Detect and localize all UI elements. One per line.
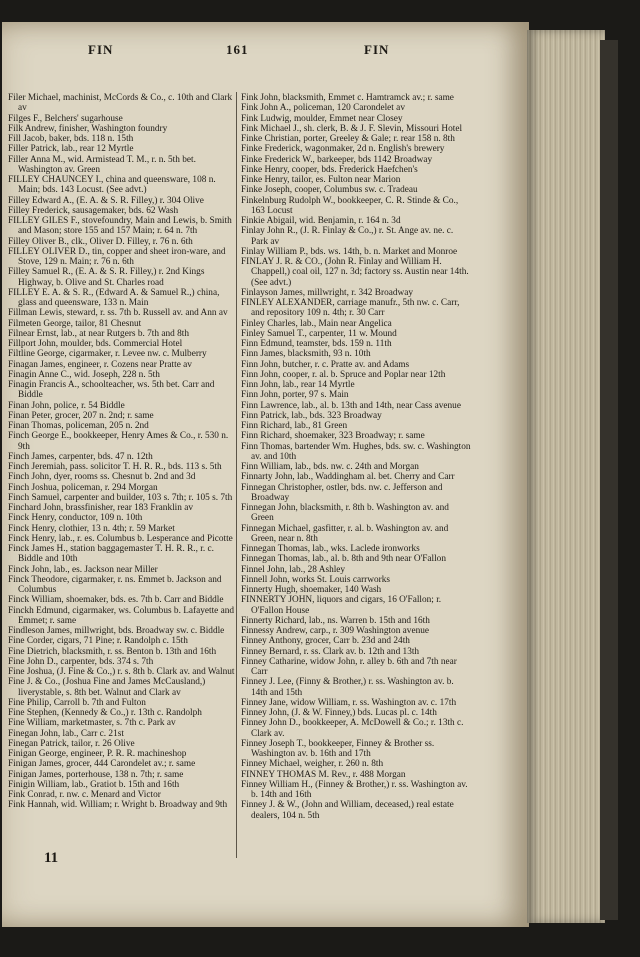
directory-entry: Fillman Lewis, steward, r. ss. 7th b. Russell av. and Ann av	[8, 308, 228, 319]
directory-entry: Finan John, police, r. 54 Biddle	[8, 400, 125, 411]
directory-entry: Finch Joshua, policeman, r. 294 Morgan	[8, 482, 158, 493]
signature-mark: 11	[44, 850, 59, 866]
directory-entry: Finigan George, engineer, P. R. R. machineshop	[8, 749, 187, 759]
directory-entry: Finck William, shoemaker, bds. es. 7th b. Carr and Biddle	[8, 595, 224, 606]
directory-entry: Finney Bernard, r. ss. Clark av. b. 12th and 13th	[241, 646, 420, 657]
directory-entry: Finn Richard, lab., 81 Green	[241, 421, 348, 431]
directory-entry: Fine Corder, cigars, 71 Pine; r. Randolph c. 15th	[8, 636, 188, 647]
directory-entry: Finn John, lab., rear 14 Myrtle	[241, 380, 355, 390]
directory-entry: Finchard John, brassfinisher, rear 183 Franklin av	[8, 503, 194, 513]
directory-entry: Finnegan Christopher, ostler, bds. nw. c. Jefferson and Broadway	[241, 482, 443, 503]
directory-entry: Finney Joseph T., bookkeeper, Finney & Brother ss. Washington av. b. 16th and 17th	[241, 738, 435, 759]
directory-entry: Finigan James, grocer, 444 Carondelet av.; r. same	[8, 759, 196, 770]
directory-entry: Filer Michael, machinist, McCords & Co., c. 10th and Clark av	[8, 93, 233, 114]
directory-entry: Filnear Ernst, lab., at near Rutgers b. 7th and 8th	[8, 328, 189, 339]
directory-entry: Fill Jacob, baker, bds. 118 n. 15th	[8, 134, 134, 144]
directory-entry: Fine William, marketmaster, s. 7th c. Park av	[8, 718, 176, 729]
directory-entry: Finley Samuel T., carpenter, 11 w. Mound	[241, 328, 397, 339]
directory-entry: Finagan James, engineer, r. Cozens near Pratte av	[8, 359, 192, 370]
directory-entry: Finley Charles, lab., Main near Angelica	[241, 318, 392, 329]
directory-entry: Finnerty Richard, lab., ns. Warren b. 15th and 16th	[241, 615, 430, 626]
directory-entry: FILLEY E. A. & S. R., (Edward A. & Samuel R.,) china, glass and queensware, 133 n. Main	[8, 287, 220, 308]
directory-entry: Finney John, (J. & W. Finney,) bds. Lucas pl. c. 14th	[241, 708, 437, 718]
directory-entry: Finck Henry, lab., r. es. Columbus b. Lesperance and Picotte	[8, 533, 233, 544]
directory-entry: Finch Samuel, carpenter and builder, 103 s. 7th; r. 105 s. 7th	[8, 492, 233, 503]
directory-entry: Finan Thomas, policeman, 205 n. 2nd	[8, 421, 149, 431]
directory-entry: FILLEY OLIVER D., tin, copper and sheet iron-ware, and Stove, 129 n. Main; r. 76 n. 6th	[8, 246, 226, 267]
directory-entry: Finney Catharine, widow John, r. alley b. 6th and 7th near Carr	[241, 656, 457, 677]
directory-entry: Filler Patrick, lab., rear 12 Myrtle	[8, 144, 134, 155]
directory-entry: Finney Anthony, grocer, Carr b. 23d and 24th	[241, 636, 410, 647]
directory-entry: Filler Anna M., wid. Armistead T. M., r. n. 5th bet. Washington av. Green	[8, 154, 196, 175]
directory-entry: Fine Stephen, (Kennedy & Co.,) r. 13th c. Randolph	[8, 708, 202, 718]
directory-entry: Filley Frederick, sausagemaker, bds. 62 Wash	[8, 205, 179, 216]
column-divider	[236, 92, 237, 858]
directory-entry: Finck Henry, clothier, 13 n. 4th; r. 59 Market	[8, 523, 175, 534]
directory-entry: Finegan John, lab., Carr c. 21st	[8, 728, 124, 739]
directory-entry: Finch John, dyer, rooms ss. Chesnut b. 2nd and 3d	[8, 472, 196, 483]
directory-entry: Finn Thomas, bartender Wm. Hughes, bds. sw. c. Washington av. and 10th	[241, 441, 471, 462]
directory-entry: Fine Philip, Carroll b. 7th and Fulton	[8, 697, 146, 708]
directory-entry: Finck John, lab., es. Jackson near Miller	[8, 564, 158, 575]
directory-entry: Finn Edmund, teamster, bds. 159 n. 11th	[241, 339, 392, 349]
directory-entry: Finlay John R., (J. R. Finlay & Co.,) r. St. Ange av. ne. c. Park av	[241, 226, 454, 247]
directory-entry: Finnessy Andrew, carp., r. 309 Washington avenue	[241, 626, 429, 636]
directory-entry: Findleson James, millwright, bds. Broadway sw. c. Biddle	[8, 626, 225, 636]
directory-entry: Fine John D., carpenter, bds. 374 s. 7th	[8, 656, 154, 667]
directory-entry: Finkie Abigail, wid. Benjamin, r. 164 n. 3d	[241, 216, 401, 226]
directory-entry: Finke Henry, cooper, bds. Frederick Haefchen's	[241, 164, 418, 175]
running-head-right: FIN	[364, 42, 390, 57]
directory-entry: Finney Michael, weigher, r. 260 n. 8th	[241, 759, 384, 770]
directory-entry: Finlay William P., bds. ws. 14th, b. n. Market and Monroe	[241, 246, 458, 257]
directory-entry: Finch George E., bookkeeper, Henry Ames & Co., r. 530 n. 9th	[8, 431, 229, 452]
directory-entry: Finigin William, lab., Gratiot b. 15th and 16th	[8, 779, 180, 790]
directory-entry: Fink Conrad, r. nw. c. Menard and Victor	[8, 790, 161, 800]
page-number: 161	[226, 42, 249, 57]
directory-entry: Finke Henry, tailor, es. Fulton near Marion	[241, 175, 401, 185]
directory-entry: Finegan Patrick, tailor, r. 26 Olive	[8, 738, 135, 749]
directory-entry: Filley Edward A., (E. A. & S. R. Filley,) r. 304 Olive	[8, 195, 204, 206]
directory-entry: Finn Richard, shoemaker, 323 Broadway; r. same	[241, 431, 425, 442]
directory-entry: Finck James H., station baggagemaster T. H. R. R., r. c. Biddle and 10th	[8, 544, 214, 565]
directory-entry: Finney J. & W., (John and William, deceased,) real estate dealers, 104 n. 5th	[241, 800, 454, 821]
directory-entry: Finlayson James, millwright, r. 342 Broadway	[241, 287, 413, 298]
directory-entry: Finagin Francis A., schoolteacher, ws. 5th bet. Carr and Biddle	[8, 380, 215, 401]
directory-entry: Finkelnburg Rudolph W., bookkeeper, C. R. Stinde & Co., 163 Locust	[241, 195, 459, 216]
directory-entry: Finnegan Thomas, lab., wks. Laclede ironworks	[241, 544, 420, 554]
directory-entry: Finn John, porter, 97 s. Main	[241, 390, 349, 401]
directory-entry: Finn Patrick, lab., bds. 323 Broadway	[241, 410, 382, 421]
directory-entry: Finckh Edmund, cigarmaker, ws. Columbus b. Lafayette and Emmet; r. same	[8, 605, 235, 626]
directory-entry: Finch James, carpenter, bds. 47 n. 12th	[8, 451, 153, 462]
directory-entry: Fink John A., policeman, 120 Carondelet av	[241, 103, 405, 114]
directory-entry: Finke Frederick, wagonmaker, 2d n. English's brewery	[241, 144, 445, 155]
directory-entry: Finnegan Michael, gasfitter, r. al. b. Washington av. and Green, near n. 8th	[241, 523, 449, 544]
directory-entry: Filley Oliver B., clk., Oliver D. Filley, r. 76 n. 6th	[8, 236, 193, 247]
directory-entry: Finnegan Thomas, lab., al. b. 8th and 9th near O'Fallon	[241, 554, 446, 565]
directory-entry: Finney Jane, widow William, r. ss. Washington av. c. 17th	[241, 697, 457, 708]
directory-entry: Filges F., Belchers' sugarhouse	[8, 113, 123, 124]
directory-entry: Finigan James, porterhouse, 138 n. 7th; r. same	[8, 769, 184, 780]
directory-entry: Fine J. & Co., (Joshua Fine and James McCausland,) liverystable, s. 8th bet. Walnut and Clark av	[8, 677, 206, 698]
directory-entry: Finch Jeremiah, pass. solicitor T. H. R. R., bds. 113 s. 5th	[8, 462, 222, 472]
directory-entry: Finck Theodore, cigarmaker, r. ns. Emmet b. Jackson and Columbus	[8, 574, 222, 595]
directory-entry: Finke Joseph, cooper, Columbus sw. c. Tradeau	[241, 185, 418, 196]
directory-entry: Finnerty Hugh, shoemaker, 140 Wash	[241, 585, 382, 595]
directory-entry: Finn John, butcher, r. c. Pratte av. and Adams	[241, 359, 410, 370]
directory-entry: Filtline George, cigarmaker, r. Levee nw. c. Mulberry	[8, 349, 207, 360]
directory-entry: Finn James, blacksmith, 93 n. 10th	[241, 349, 371, 360]
directory-entry: Fine Joshua, (J. Fine & Co.,) r. s. 8th b. Clark av. and Walnut	[8, 667, 235, 677]
directory-entry: Finagin Anne C., wid. Joseph, 228 n. 5th	[8, 369, 160, 380]
directory-entry: FINNERTY JOHN, liquors and cigars, 16 O'Fallon; r. O'Fallon House	[241, 595, 442, 616]
directory-entry: Filmeten George, tailor, 81 Chesnut	[8, 318, 142, 329]
directory-entry: Finke Christian, porter, Greeley & Gale; r. rear 158 n. 8th	[241, 134, 455, 144]
directory-entry: Finke Frederick W., barkeeper, bds 1142 Broadway	[241, 154, 433, 165]
directory-entry: FINLAY J. R. & CO., (John R. Finlay and William H. Chappell,) coal oil, 127 n. 3d; factory ss. Austin near 14th. (See advt.)	[241, 257, 469, 288]
directory-entry: Finn John, cooper, r. al. b. Spruce and Poplar near 12th	[241, 369, 446, 380]
running-head-left: FIN	[88, 42, 114, 57]
directory-entry: Fink John, blacksmith, Emmet c. Hamtramck av.; r. same	[241, 93, 454, 103]
page-edges	[527, 30, 605, 923]
directory-entry: Fink Michael J., sh. clerk, B. & J. F. Slevin, Missouri Hotel	[241, 123, 463, 134]
directory-entry: Finney William H., (Finney & Brother,) r. ss. Washington av. b. 14th and 16th	[241, 779, 468, 800]
directory-entry: FILLEY GILES F., stovefoundry, Main and Lewis, b. Smith and Mason; store 155 and 157 Main; r. 64 n. 7th	[8, 216, 232, 237]
directory-entry: Finney J. Lee, (Finny & Brother,) r. ss. Washington av. b. 14th and 15th	[241, 677, 454, 698]
directory-entry: Filk Andrew, finisher, Washington foundry	[8, 123, 168, 134]
directory-entry: Finnarty John, lab., Waddingham al. bet. Cherry and Carr	[241, 472, 455, 483]
directory-entry: Finn Lawrence, lab., al. b. 13th and 14th, near Cass avenue	[241, 400, 461, 411]
book-spine-shadow	[600, 40, 618, 920]
left-column	[8, 93, 236, 811]
directory-entry: Finnell John, works St. Louis carrworks	[241, 574, 390, 585]
directory-entry: Finnegan John, blacksmith, r. 8th b. Washington av. and Green	[241, 503, 449, 524]
directory-entry: Fink Ludwig, moulder, Emmet near Closey	[241, 113, 403, 124]
directory-entry: FINLEY ALEXANDER, carriage manufr., 5th nw. c. Carr, and repository 109 n. 4th; r. 30 Carr	[241, 298, 460, 319]
directory-entry: FINNEY THOMAS M. Rev., r. 488 Morgan	[241, 769, 406, 780]
directory-entry: Finney John D., bookkeeper, A. McDowell & Co.; r. 13th c. Clark av.	[241, 718, 464, 739]
directory-entry: Fillport John, moulder, bds. Commercial Hotel	[8, 339, 183, 349]
directory-entry: Fine Dietrich, blacksmith, r. ss. Benton b. 13th and 16th	[8, 646, 217, 657]
directory-entry: Finck Henry, conductor, 109 n. 10th	[8, 513, 143, 524]
right-column	[241, 93, 471, 821]
directory-entry: Finn William, lab., bds. nw. c. 24th and Morgan	[241, 462, 419, 472]
directory-entry: Finan Peter, grocer, 207 n. 2nd; r. same	[8, 410, 154, 421]
directory-entry: Filley Samuel R., (E. A. & S. R. Filley,) r. 2nd Kings Highway, b. Olive and St. Charles road	[8, 267, 205, 288]
directory-entry: Fink Hannah, wid. William; r. Wright b. Broadway and 9th	[8, 800, 228, 811]
directory-entry: Finnel John, lab., 28 Ashley	[241, 564, 346, 575]
directory-entry: FILLEY CHAUNCEY I., china and queensware, 108 n. Main; bds. 143 Locust. (See advt.)	[8, 175, 216, 196]
